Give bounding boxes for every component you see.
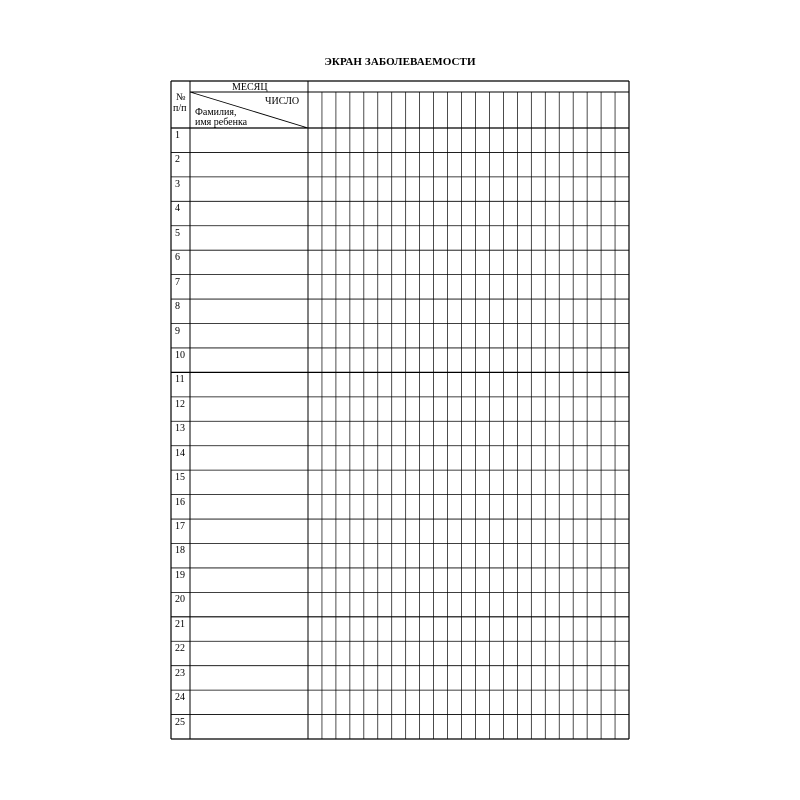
row-number: 23 bbox=[175, 667, 185, 679]
number-abbr-label: п/п bbox=[173, 103, 187, 114]
row-number: 18 bbox=[175, 545, 185, 557]
page-title: ЭКРАН ЗАБОЛЕВАЕМОСТИ bbox=[324, 56, 476, 68]
name-label-line2: имя ребенка bbox=[195, 117, 248, 128]
row-number: 9 bbox=[175, 325, 180, 337]
row-number: 14 bbox=[175, 447, 185, 459]
row-number: 6 bbox=[175, 252, 180, 264]
row-number: 12 bbox=[175, 398, 185, 410]
row-number: 17 bbox=[175, 521, 185, 533]
number-symbol-label: № bbox=[176, 92, 186, 103]
row-number: 7 bbox=[175, 276, 180, 288]
row-number: 1 bbox=[175, 130, 180, 141]
row-number: 15 bbox=[175, 472, 185, 484]
name-label-line1: Фамилия, bbox=[195, 107, 237, 118]
row-number: 8 bbox=[175, 301, 180, 313]
row-number: 20 bbox=[175, 594, 185, 606]
row-number: 5 bbox=[175, 227, 180, 239]
row-number: 22 bbox=[175, 643, 185, 655]
row-number: 3 bbox=[175, 178, 180, 190]
row-number: 16 bbox=[175, 496, 185, 508]
row-number: 21 bbox=[175, 618, 185, 630]
row-number: 19 bbox=[175, 569, 185, 581]
month-label: МЕСЯЦ bbox=[232, 82, 268, 93]
row-number: 10 bbox=[175, 349, 185, 361]
row-number: 4 bbox=[175, 203, 180, 215]
row-number: 24 bbox=[175, 692, 185, 704]
row-number: 25 bbox=[175, 716, 185, 728]
row-number: 13 bbox=[175, 423, 185, 435]
day-label: ЧИСЛО bbox=[265, 96, 300, 107]
row-number: 11 bbox=[175, 374, 185, 386]
row-number: 2 bbox=[175, 154, 180, 166]
